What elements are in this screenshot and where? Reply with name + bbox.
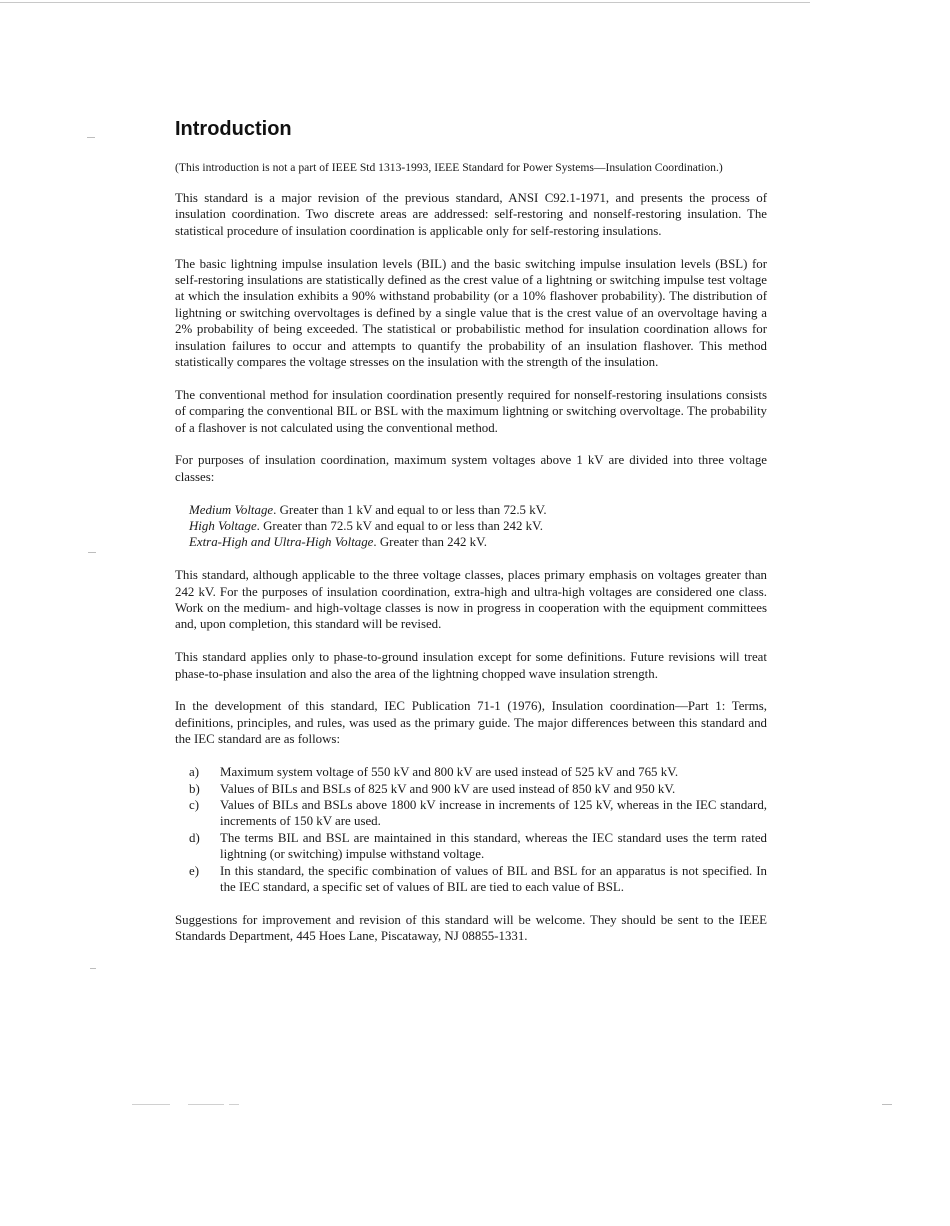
- introduction-note: (This introduction is not a part of IEEE Std 1313-1993, IEEE Standard for Power Systems—Insulation Coordination.): [175, 161, 723, 174]
- voltage-class-name: Extra-High and Ultra-High Voltage: [189, 535, 374, 550]
- list-item-text: In this standard, the specific combination of values of BIL and BSL for an apparatus is not specified. In the IEC standard, a specific set of values of BIL are tied to each value of BSL.: [220, 863, 767, 894]
- voltage-class-text: Greater than 242 kV.: [379, 535, 487, 550]
- scan-top-line: [0, 2, 810, 3]
- list-item-text: Values of BILs and BSLs above 1800 kV increase in increments of 125 kV, whereas in the IEC standard, increments of 150 kV are used.: [220, 797, 767, 829]
- list-item-text: The terms BIL and BSL are maintained in this standard, whereas the IEC standard uses the term rated lightning (or switching) impulse withstand voltage.: [220, 830, 767, 862]
- list-item: [189, 797, 767, 830]
- voltage-class-name: Medium Voltage: [189, 502, 274, 517]
- page-content: [175, 118, 767, 961]
- list-marker: a): [189, 765, 200, 780]
- voltage-class-name: High Voltage: [189, 519, 257, 534]
- voltage-class-item: Extra-High and Ultra-High Voltage. Greater than 242 kV.: [189, 535, 487, 550]
- paragraph: In the development of this standard, IEC Publication 71-1 (1976), Insulation coordination—Part 1: Terms, definitions, principles, and rules, was used as the primary guide. The major differences between this standard and the IEC standard are as follows:: [175, 699, 767, 747]
- list-marker: b): [189, 781, 200, 796]
- list-item: [189, 781, 767, 797]
- list-item-text: Maximum system voltage of 550 kV and 800 kV are used instead of 525 kV and 765 kV.: [220, 765, 679, 780]
- list-item-text: Values of BILs and BSLs of 825 kV and 900 kV are used instead of 850 kV and 950 kV.: [220, 781, 676, 796]
- margin-mark: [87, 137, 95, 138]
- list-marker: c): [189, 797, 200, 812]
- paragraph: Suggestions for improvement and revision of this standard will be welcome. They should be sent to the IEEE Standards Department, 445 Hoes Lane, Piscataway, NJ 08855-1331.: [175, 912, 767, 944]
- paragraph: For purposes of insulation coordination, maximum system voltages above 1 kV are divided into three voltage classes:: [175, 453, 767, 484]
- margin-mark: [90, 968, 96, 969]
- list-item: [189, 764, 767, 780]
- paragraph: This standard applies only to phase-to-ground insulation except for some definitions. Future revisions will treat phase-to-phase insulation and also the area of the lightning chopped wave insulation strength.: [175, 650, 767, 681]
- voltage-class-list: [189, 502, 767, 551]
- list-item: [189, 863, 767, 896]
- paragraph: This standard, although applicable to the three voltage classes, places primary emphasis on voltages greater than 242 kV. For the purposes of insulation coordination, extra-high and ultra-high voltages are considered one class. Work on the medium- and high-voltage classes is now in progress in cooperation with the equipment committees and, upon completion, this standard will be revised.: [175, 568, 767, 632]
- paragraph: The conventional method for insulation coordination presently required for nonself-restoring insulations consists of comparing the conventional BIL or BSL with the maximum lightning or switching overvoltage. The probability of a flashover is not calculated using the conventional method.: [175, 387, 767, 435]
- voltage-class-item: Medium Voltage. Greater than 1 kV and equal to or less than 72.5 kV.: [189, 502, 547, 517]
- page-title: Introduction: [175, 118, 292, 140]
- margin-mark: [229, 1104, 239, 1105]
- voltage-class-text: Greater than 72.5 kV and equal to or less than 242 kV.: [263, 519, 543, 534]
- paragraph: This standard is a major revision of the previous standard, ANSI C92.1-1971, and presents the process of insulation coordination. Two discrete areas are addressed: self-restoring and nonself-restoring insulation. The statistical procedure of insulation coordination is applicable only for self-restoring insulations.: [175, 191, 767, 238]
- margin-mark: [88, 552, 96, 553]
- list-marker: e): [189, 863, 200, 878]
- list-marker: d): [189, 830, 200, 845]
- voltage-class-item: High Voltage. Greater than 72.5 kV and equal to or less than 242 kV.: [189, 519, 543, 534]
- margin-mark: [132, 1104, 170, 1105]
- margin-mark: [188, 1104, 224, 1105]
- differences-list: [189, 764, 767, 895]
- list-item: [189, 830, 767, 863]
- voltage-class-text: Greater than 1 kV and equal to or less than 72.5 kV.: [279, 502, 547, 517]
- paragraph: The basic lightning impulse insulation levels (BIL) and the basic switching impulse insulation levels (BSL) for self-restoring insulations are statistically defined as the crest value of a lightning or switching impulse test voltage at which the insulation exhibits a 90% withstand probability (or a 10% flashover probability). The distribution of lightning or switching overvoltages is defined by a single value that is the crest value of an overvoltage having a 2% probability of being exceeded. The statistical or probabilistic method for insulation coordination allows for insulation failures to occur and attempts to quantify the probability of an insulation flashover. This method statistically compares the voltage stresses on the insulation with the strength of the insulation.: [175, 256, 767, 370]
- margin-mark: [882, 1104, 892, 1105]
